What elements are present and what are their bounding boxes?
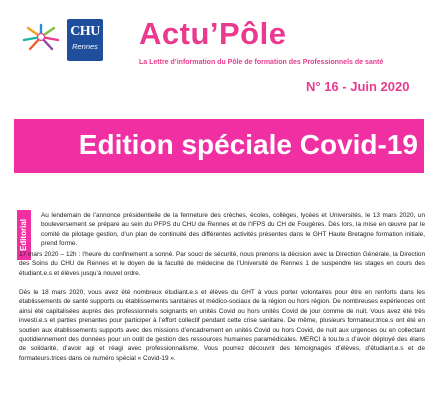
editorial-paragraph-1: Au lendemain de l’annonce présidentielle de la fermeture des crèches, écoles, collèges, lycées et Universités, le 13 mars 2020, un bouleversement se prépare au sein du PFPS du CHU de Rennes et de l’IFPS du CH de Fougères. Dès lors, la mise en œuvre par le comité de pilotage gestion, d’un plan de continuité des différentes activités présentes dans le GHT Haute Bretagne formation initiale, prend forme. [41, 212, 425, 248]
editorial-paragraph-3: Dès le 18 mars 2020, vous avez été nombreux étudiant.e.s et élèves du GHT à vous porter volontaires pour être en renforts dans les établissements de santé supports ou établissements sanitaires et médico-sociaux de la région ou hors région. De nombreuses expériences ont ainsi été capitalisées auprès des professionnels soignants en unités Covid ou hors unités Covid de jour comme de nuit. Vous avez été très investi.e.s et parties prenantes pour participer à l’effort collectif pendant cette crise sanitaire. De même, plusieurs formateur.trice.s ont été en soutien aux établissements supports avec des missions d’encadrement en unités Covid ou hors Covid, de nuit aux urgences ou en collectant quotidiennement des données pour un outil de gestion des ressources humaines paramédicales. MERCI à tou.te.s d’avoir déployé des élans de solidarité, d’avoir agi et réagi avec professionnalisme. Vous pourrez découvrir des témoignages d’élèves, d’étudiant.e.s et de formateurs.trices dans ce numéro spécial « Covid-19 ». [19, 289, 425, 362]
chu-rennes-logo [67, 19, 103, 61]
pole-formation-logo-icon [18, 22, 64, 52]
banner-title: Edition spéciale Covid-19 [78, 129, 418, 160]
special-edition-banner [14, 119, 424, 173]
editorial-paragraph-2: 17 mars 2020 – 12h : l’heure du confinement a sonné. Par souci de sécurité, nous prenons la décision avec la Direction Générale, la Direction des Soins du CHU de Rennes et le doyen de la faculté de médecine de l’Université de Rennes 1 de suspendre les stages en cours des étudiant.e.s et élèves jusqu’à nouvel ordre. [19, 251, 425, 277]
newsletter-subtitle: La Lettre d’information du Pôle de formation des Professionnels de santé [139, 59, 384, 66]
issue-number: N° 16 - Juin 2020 [306, 79, 410, 94]
newsletter-header [0, 0, 445, 120]
chu-logo-text: CHU [70, 24, 100, 39]
rennes-logo-text: Rennes [72, 42, 98, 51]
editorial-label: Editorial [19, 218, 28, 252]
newsletter-title: Actu’Pôle [139, 16, 287, 51]
